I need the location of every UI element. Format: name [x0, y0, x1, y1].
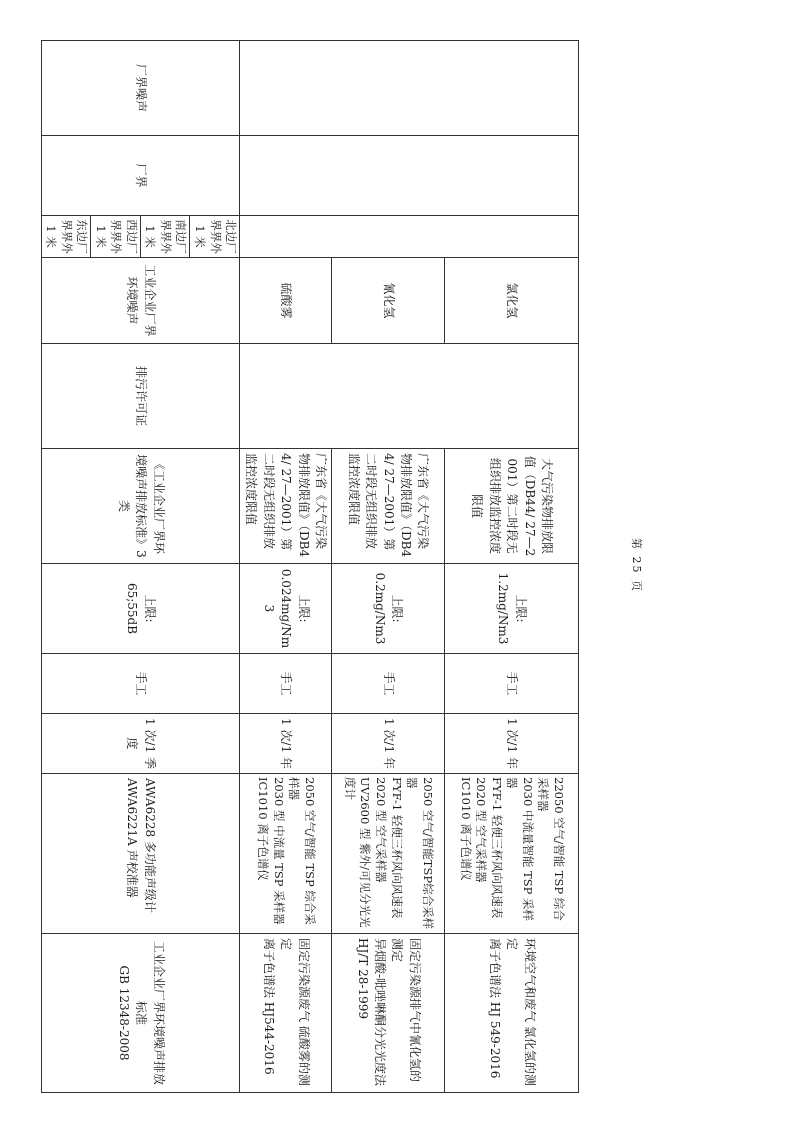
analysis-hcl: 环境空气和废气 氯化氢的测定 离子色谱法 HJ 549-2016 — [445, 934, 579, 1093]
analysis-sulfuric-acid-mist: 固定污染源废气 硫酸雾的测定 离子色谱法 HJ544-2016 — [240, 934, 332, 1093]
empty-category-cell — [240, 41, 579, 136]
point-west: 西边厂界界外 1 米 — [91, 216, 141, 258]
location-noise: 厂界 — [41, 136, 239, 216]
method-hcl: 手工 — [445, 654, 579, 714]
point-south: 南边厂界界外 1 米 — [140, 216, 190, 258]
frequency-hcl: 1 次/1 年 — [445, 714, 579, 774]
frequency-sulfuric-acid-mist: 1 次/1 年 — [240, 714, 332, 774]
limit-hcn: 上限: 0.2mg/Nm3 — [332, 564, 445, 654]
item-sulfuric-acid-mist: 硫酸雾 — [240, 258, 332, 344]
basis-noise: 排污许可证 — [41, 344, 239, 449]
equipment-hcl: 22050 空气/智能 TSP 综合采样器 2030 中流量智能 TSP 采样器 FYF-1 轻便三杯风向风速表 2020 型 空气采样器 IC1010 离子色谱仪 — [445, 774, 579, 934]
standard-hcn: 广东省《大气污染物排放限值》（DB44/ 27—2001）第二时段无组织排放监控浓度限值 — [332, 449, 445, 564]
standard-sulfuric-acid-mist: 广东省《大气污染物排放限值》（DB44/ 27—2001）第二时段无组织排放监控浓度限值 — [240, 449, 332, 564]
limit-hcl: 上限: 1.2mg/Nm3 — [445, 564, 579, 654]
frequency-noise: 1 次/1 季度 — [41, 714, 239, 774]
item-hcn: 氰化氢 — [332, 258, 445, 344]
page-number: 第 25 页 — [630, 538, 643, 593]
limit-sulfuric-acid-mist: 上限: 0.024mg/Nm3 — [240, 564, 332, 654]
analysis-hcn: 固定污染源排气中氰化氢的测定 异烟酸-吡唑啉酮分光光度法 HJ/T 28-1999 — [332, 934, 445, 1093]
empty-location-cell — [240, 136, 579, 216]
analysis-noise: 工业企业厂界环境噪声排放标准 GB 12348-2008 — [41, 934, 239, 1093]
equipment-hcn: 2050 空气/智能TSP综合采样器 FYF-1 轻便三杯风向风速表 2020 型 空气采样器 UV2600 型 紫外/可见分光光度计 — [332, 774, 445, 934]
equipment-sulfuric-acid-mist: 2050 空气/智能 TSP 综合采样器 2030 型 中流量 TSP 采样器 IC1010 离子色谱仪 — [240, 774, 332, 934]
point-east: 东边厂界界外 1 米 — [41, 216, 91, 258]
item-noise: 工业企业厂界环境噪声 — [41, 258, 239, 344]
method-noise: 手工 — [41, 654, 239, 714]
monitoring-table — [41, 40, 579, 1093]
frequency-hcn: 1 次/1 年 — [332, 714, 445, 774]
equipment-noise: AWA6228 多功能声级计 AWA6221A 声校准器 — [41, 774, 239, 934]
standard-hcl: 大气污染物排放限值（DB44/ 27—2001）第二时段无组织排放监控浓度限值 — [445, 449, 579, 564]
method-sulfuric-acid-mist: 手工 — [240, 654, 332, 714]
table-row-hcl — [445, 41, 579, 1093]
point-north: 北边厂界界外 1 米 — [190, 216, 240, 258]
method-hcn: 手工 — [332, 654, 445, 714]
category-noise: 厂界噪声 — [41, 41, 239, 136]
limit-noise: 上限: 65;55dB — [41, 564, 239, 654]
item-hcl: 氯化氢 — [445, 258, 579, 344]
empty-basis-cell — [240, 344, 579, 449]
empty-point-cell — [240, 216, 579, 258]
table-row-noise — [190, 41, 240, 1093]
standard-noise: 《工业企业厂界环境噪声排放标准》3 类 — [41, 449, 239, 564]
